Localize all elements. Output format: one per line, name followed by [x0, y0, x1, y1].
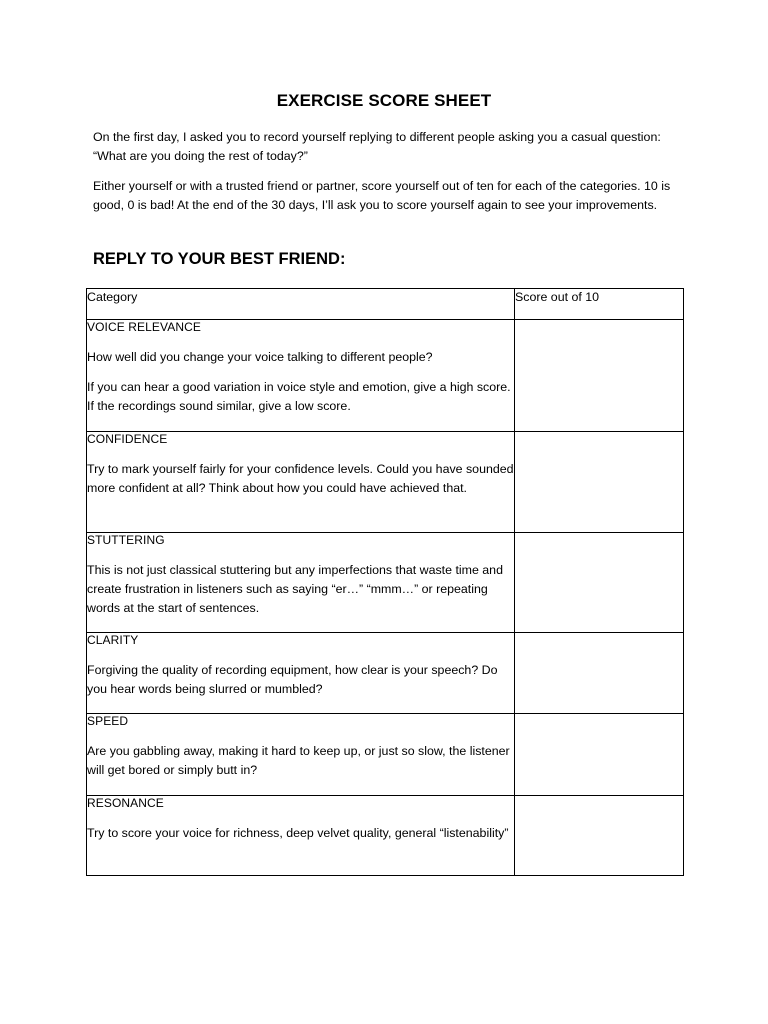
instructions-paragraph: Either yourself or with a trusted friend or partner, score yourself out of ten for each of the categories. 10 is good, 0 is bad! At the end of the 30 days, I’ll ask you to score yourself again to see your improvements. — [93, 179, 671, 212]
category-name: CLARITY — [87, 633, 139, 647]
category-cell-speed — [87, 714, 515, 796]
score-cell-stuttering[interactable] — [515, 533, 684, 633]
table-row — [87, 432, 684, 533]
category-name: RESONANCE — [87, 796, 164, 810]
table-header-row — [87, 289, 684, 320]
category-description: Are you gabbling away, making it hard to keep up, or just so slow, the listener will get bored or simply butt in? — [87, 744, 510, 777]
category-description: How well did you change your voice talking to different people? — [87, 350, 433, 364]
category-cell-stuttering — [87, 533, 515, 633]
category-cell-clarity — [87, 633, 515, 714]
table-row — [87, 714, 684, 796]
category-name: VOICE RELEVANCE — [87, 320, 201, 334]
category-name: CONFIDENCE — [87, 432, 168, 446]
category-column-header — [87, 289, 515, 320]
category-cell-voice-relevance — [87, 320, 515, 432]
category-description: If you can hear a good variation in voice style and emotion, give a high score. If the recordings sound similar, give a low score. — [87, 380, 511, 413]
score-cell-resonance[interactable] — [515, 796, 684, 876]
category-name: STUTTERING — [87, 533, 165, 547]
category-description: This is not just classical stuttering but any imperfections that waste time and create frustration in listeners such as saying “er…” “mmm…” or repeating words at the start of sentences. — [87, 563, 503, 615]
score-cell-voice-relevance[interactable] — [515, 320, 684, 432]
category-cell-resonance — [87, 796, 515, 876]
category-name: SPEED — [87, 714, 129, 728]
score-cell-clarity[interactable] — [515, 633, 684, 714]
document-title: EXERCISE SCORE SHEET — [276, 91, 492, 110]
category-cell-confidence — [87, 432, 515, 533]
table-row — [87, 633, 684, 714]
score-column-header — [515, 289, 684, 320]
category-header-label: Category — [87, 290, 138, 304]
score-cell-speed[interactable] — [515, 714, 684, 796]
category-description: Try to score your voice for richness, deep velvet quality, general “listenability” — [87, 826, 509, 840]
table-row — [87, 796, 684, 876]
score-header-label: Score out of 10 — [515, 290, 600, 304]
table-row — [87, 320, 684, 432]
category-description: Forgiving the quality of recording equipment, how clear is your speech? Do you hear words being slurred or mumbled? — [87, 663, 498, 696]
score-cell-confidence[interactable] — [515, 432, 684, 533]
table-row — [87, 533, 684, 633]
category-description: Try to mark yourself fairly for your confidence levels. Could you have sounded more confident at all? Think about how you could have achieved that. — [87, 462, 514, 495]
intro-paragraph: On the first day, I asked you to record yourself replying to different people asking you a casual question: “What are you doing the rest of today?” — [93, 130, 661, 163]
section-heading: REPLY TO YOUR BEST FRIEND: — [93, 250, 346, 268]
score-table — [86, 288, 684, 876]
